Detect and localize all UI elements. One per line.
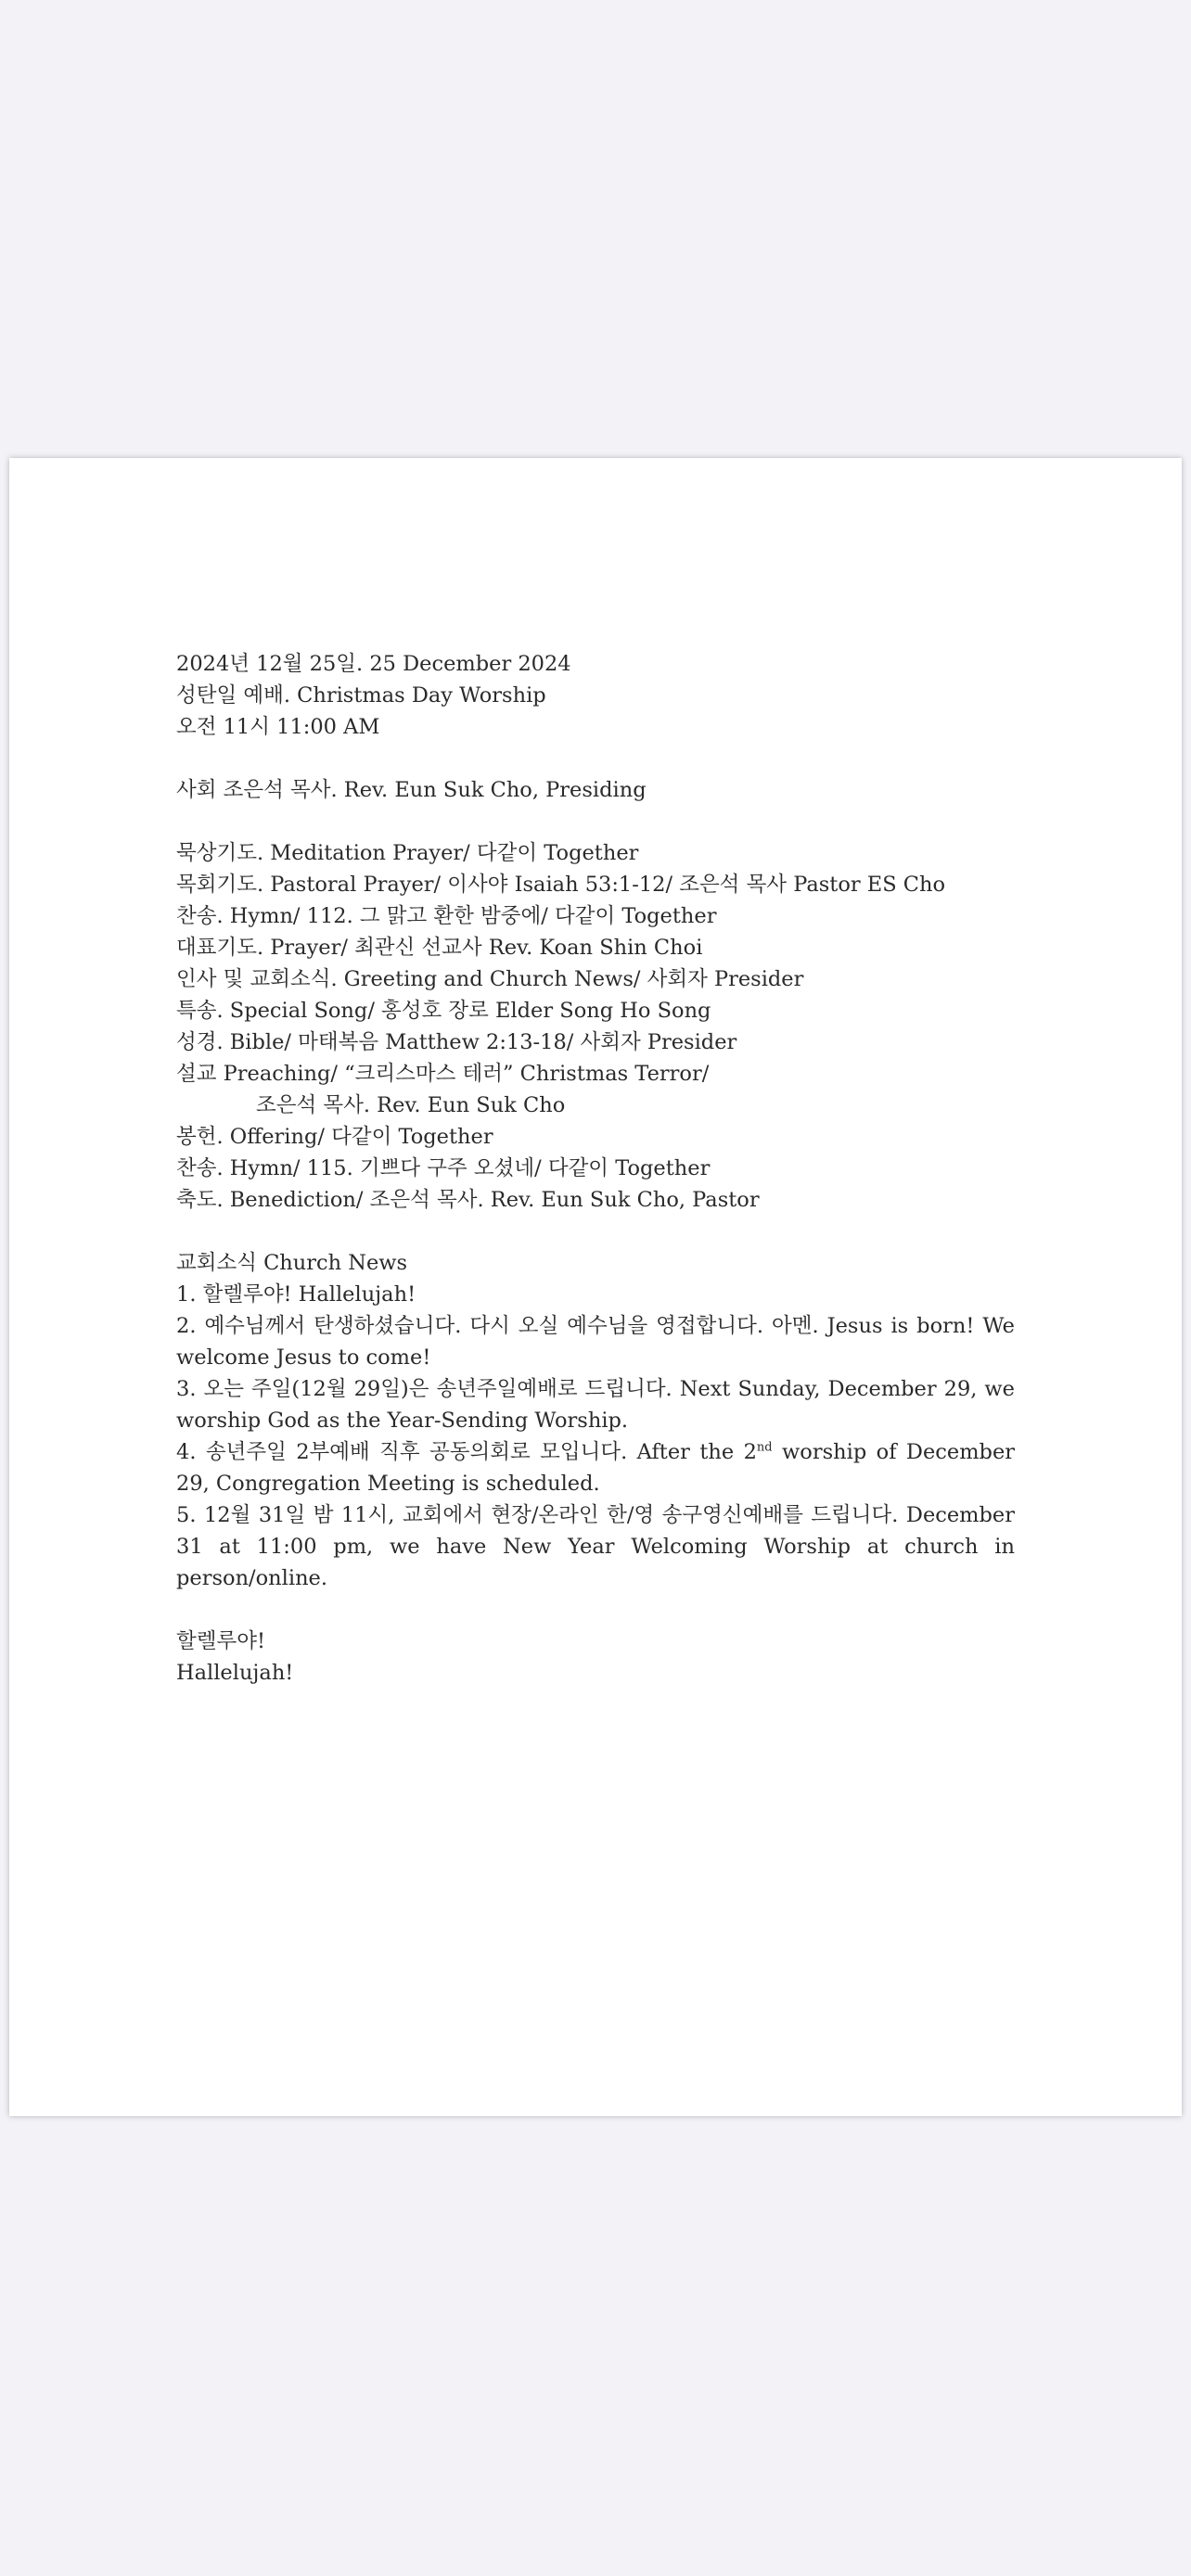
news-title: 교회소식 Church News	[176, 1251, 408, 1275]
service-time: 오전 11시 11:00 AM	[176, 715, 380, 739]
news-item-4-text: 4. 송년주일 2부예배 직후 공동의회로 모입니다. After the 2	[176, 1440, 757, 1464]
order-item: 축도. Benediction/ 조은석 목사. Rev. Eun Suk Cho, Pastor	[176, 1188, 760, 1212]
order-item: 인사 및 교회소식. Greeting and Church News/ 사회자 Presider	[176, 967, 804, 991]
spacer	[176, 1594, 1015, 1626]
order-item: 찬송. Hymn/ 112. 그 맑고 환한 밤중에/ 다같이 Together	[176, 904, 717, 928]
news-item-4	[176, 1436, 1015, 1499]
bulletin-content	[176, 648, 1015, 1689]
spacer	[176, 1216, 1015, 1247]
order-item: 성경. Bible/ 마태복음 Matthew 2:13-18/ 사회자 Presider	[176, 1030, 737, 1054]
closing-korean: 할렐루야!	[176, 1629, 265, 1653]
document-page	[9, 458, 1182, 2116]
news-item-1: 1. 할렐루야! Hallelujah!	[176, 1282, 416, 1307]
order-item: 봉헌. Offering/ 다같이 Together	[176, 1125, 493, 1149]
ordinal-suffix: nd	[756, 1440, 773, 1455]
sermon-preacher: 조은석 목사. Rev. Eun Suk Cho	[256, 1093, 566, 1117]
order-item: 대표기도. Prayer/ 최관신 선교사 Rev. Koan Shin Choi	[176, 936, 703, 960]
spacer	[176, 743, 1015, 774]
order-item: 목회기도. Pastoral Prayer/ 이사야 Isaiah 53:1-12/ 조은석 목사 Pastor ES Cho	[176, 873, 946, 897]
order-item: 설교 Preaching/ “크리스마스 테러” Christmas Terror/	[176, 1062, 710, 1086]
service-name: 성탄일 예배. Christmas Day Worship	[176, 683, 546, 708]
news-item-2: 2. 예수님께서 탄생하셨습니다. 다시 오실 예수님을 영접합니다. 아멘. Jesus is born! We welcome Jesus to come!	[176, 1314, 1015, 1370]
presiding-line: 사회 조은석 목사. Rev. Eun Suk Cho, Presiding	[176, 778, 647, 802]
order-item: 찬송. Hymn/ 115. 기쁘다 구주 오셨네/ 다같이 Together	[176, 1156, 711, 1180]
news-item-5: 5. 12월 31일 밤 11시, 교회에서 현장/온라인 한/영 송구영신예배를 드립니다. December 31 at 11:00 pm, we have New Year Welcoming Worship at church in person/online.	[176, 1503, 1015, 1590]
closing-english: Hallelujah!	[176, 1661, 294, 1685]
news-item-4-text-rest: worship of December 29, Congregation Meeting is scheduled.	[176, 1440, 1016, 1496]
service-date: 2024년 12월 25일. 25 December 2024	[176, 652, 571, 676]
news-item-3: 3. 오는 주일(12월 29일)은 송년주일예배로 드립니다. Next Sunday, December 29, we worship God as the Year-Sending Worship.	[176, 1377, 1015, 1433]
spacer	[176, 806, 1015, 837]
order-item: 특송. Special Song/ 홍성호 장로 Elder Song Ho Song	[176, 999, 711, 1023]
order-item: 묵상기도. Meditation Prayer/ 다같이 Together	[176, 841, 639, 865]
